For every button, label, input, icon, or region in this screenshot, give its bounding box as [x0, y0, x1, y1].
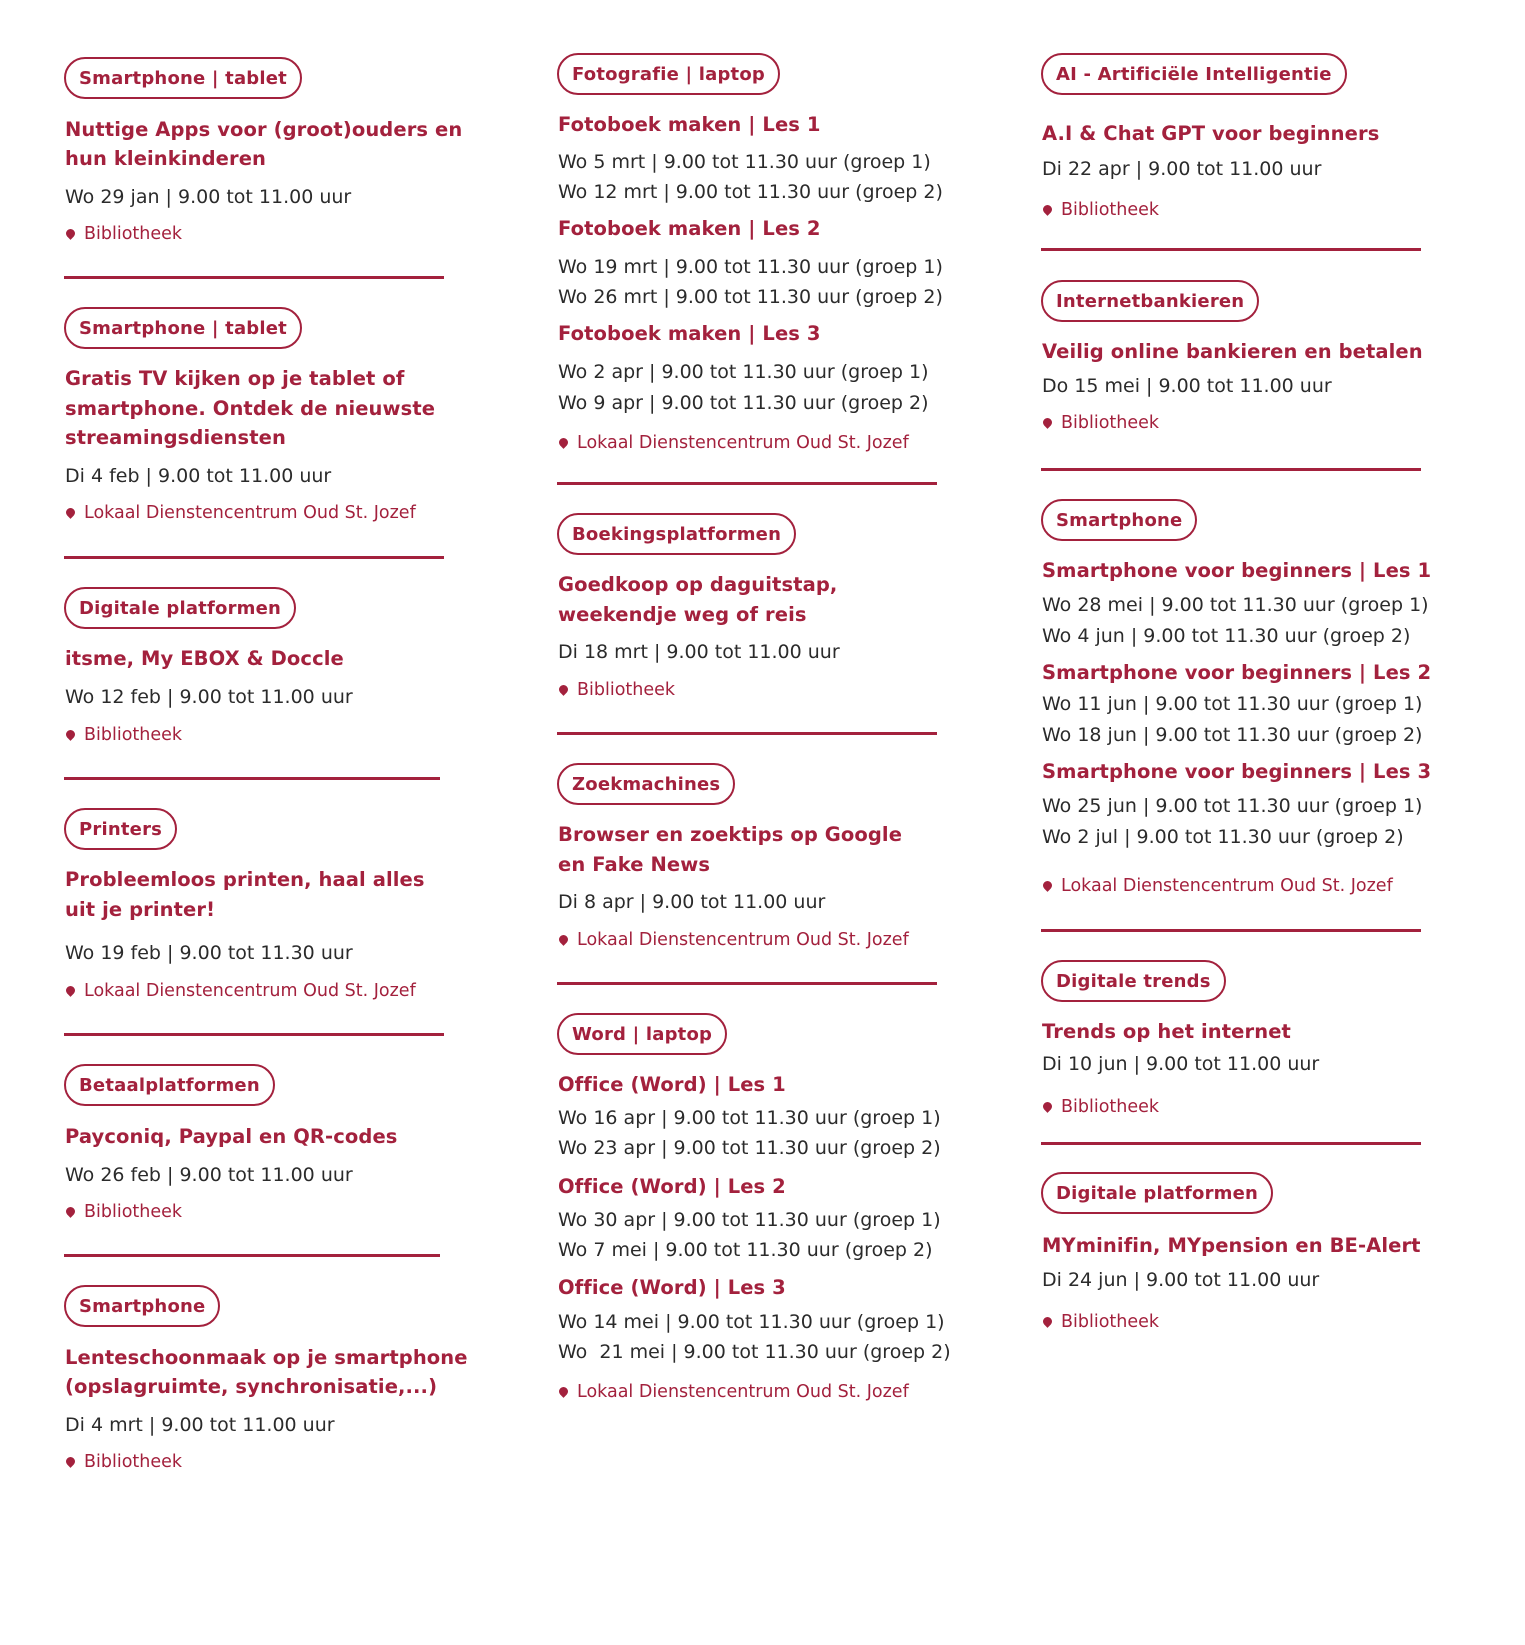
course-title: en Fake News [558, 853, 711, 876]
category-tag[interactable]: Internetbankieren [1041, 280, 1259, 322]
location-label: Bibliotheek [1061, 1097, 1160, 1117]
category-tag[interactable]: Fotografie | laptop [557, 53, 780, 95]
lesson-date: Wo 26 mrt | 9.00 tot 11.30 uur (groep 2) [558, 286, 943, 308]
course-location [65, 725, 182, 745]
divider [64, 1254, 440, 1257]
course-date: Di 18 mrt | 9.00 tot 11.00 uur [558, 641, 840, 663]
course-location [558, 1382, 909, 1402]
course-title: weekendje weg of reis [558, 603, 807, 626]
course-location [558, 930, 909, 950]
lesson-title: Fotoboek maken | Les 2 [558, 217, 821, 240]
location-label: Bibliotheek [1061, 200, 1160, 220]
divider [64, 1033, 444, 1036]
course-title: Veilig online bankieren en betalen [1042, 340, 1423, 363]
map-pin-icon [557, 933, 570, 946]
lesson-title: Fotoboek maken | Les 3 [558, 322, 821, 345]
category-tag[interactable]: AI - Artificiële Intelligentie [1041, 53, 1347, 95]
lesson-date: Wo 12 mrt | 9.00 tot 11.30 uur (groep 2) [558, 181, 943, 203]
course-date: Wo 26 feb | 9.00 tot 11.00 uur [65, 1164, 353, 1186]
lesson-date: Wo 21 mei | 9.00 tot 11.30 uur (groep 2) [558, 1341, 951, 1363]
category-tag[interactable]: Betaalplatformen [64, 1064, 275, 1106]
location-label: Bibliotheek [577, 680, 676, 700]
course-location [65, 503, 416, 523]
course-location [1042, 413, 1159, 433]
map-pin-icon [557, 683, 570, 696]
map-pin-icon [64, 728, 77, 741]
course-title: hun kleinkinderen [65, 147, 267, 170]
map-pin-icon [1041, 203, 1054, 216]
lesson-date: Wo 2 apr | 9.00 tot 11.30 uur (groep 1) [558, 361, 929, 383]
lesson-date: Wo 4 jun | 9.00 tot 11.30 uur (groep 2) [1042, 625, 1411, 647]
category-tag[interactable]: Digitale platformen [64, 587, 296, 629]
course-title: Payconiq, Paypal en QR-codes [65, 1125, 398, 1148]
location-label: Bibliotheek [1061, 413, 1160, 433]
category-tag[interactable]: Smartphone | tablet [64, 57, 302, 99]
divider [1041, 929, 1421, 932]
lesson-date: Wo 2 jul | 9.00 tot 11.30 uur (groep 2) [1042, 826, 1404, 848]
location-label: Bibliotheek [84, 725, 183, 745]
map-pin-icon [64, 506, 77, 519]
course-location [65, 981, 416, 1001]
location-label: Bibliotheek [84, 1202, 183, 1222]
divider [1041, 468, 1421, 471]
category-tag[interactable]: Word | laptop [557, 1013, 727, 1055]
category-tag[interactable]: Digitale trends [1041, 960, 1226, 1002]
lesson-title: Office (Word) | Les 3 [558, 1276, 786, 1299]
course-title: uit je printer! [65, 898, 216, 921]
map-pin-icon [1041, 1315, 1054, 1328]
map-pin-icon [64, 227, 77, 240]
course-location [558, 680, 675, 700]
course-date: Di 24 jun | 9.00 tot 11.00 uur [1042, 1269, 1320, 1291]
lesson-title: Smartphone voor beginners | Les 1 [1042, 559, 1432, 582]
lesson-title: Smartphone voor beginners | Les 2 [1042, 661, 1432, 684]
course-date: Wo 29 jan | 9.00 tot 11.00 uur [65, 186, 352, 208]
lesson-title: Office (Word) | Les 2 [558, 1175, 786, 1198]
category-tag[interactable]: Smartphone [64, 1285, 220, 1327]
divider [557, 732, 937, 735]
course-title: A.I & Chat GPT voor beginners [1042, 122, 1380, 145]
category-tag[interactable]: Smartphone | tablet [64, 307, 302, 349]
location-label: Lokaal Dienstencentrum Oud St. Jozef [577, 930, 909, 950]
map-pin-icon [557, 436, 570, 449]
course-title: Trends op het internet [1042, 1020, 1291, 1043]
course-title: Gratis TV kijken op je tablet of [65, 367, 405, 390]
category-tag[interactable]: Zoekmachines [557, 763, 735, 805]
location-label: Lokaal Dienstencentrum Oud St. Jozef [577, 433, 909, 453]
lesson-date: Wo 7 mei | 9.00 tot 11.30 uur (groep 2) [558, 1239, 933, 1261]
lesson-title: Fotoboek maken | Les 1 [558, 113, 821, 136]
divider [64, 777, 440, 780]
lesson-date: Wo 30 apr | 9.00 tot 11.30 uur (groep 1) [558, 1209, 941, 1231]
course-title: Lenteschoonmaak op je smartphone [65, 1346, 468, 1369]
lesson-date: Wo 28 mei | 9.00 tot 11.30 uur (groep 1) [1042, 594, 1429, 616]
lesson-date: Wo 23 apr | 9.00 tot 11.30 uur (groep 2) [558, 1137, 941, 1159]
course-title: streamingsdiensten [65, 426, 286, 449]
course-location [1042, 1312, 1159, 1332]
location-label: Lokaal Dienstencentrum Oud St. Jozef [84, 503, 416, 523]
divider [557, 482, 937, 485]
location-label: Bibliotheek [1061, 1312, 1160, 1332]
lesson-title: Smartphone voor beginners | Les 3 [1042, 760, 1432, 783]
course-location [558, 433, 909, 453]
category-tag[interactable]: Digitale platformen [1041, 1172, 1273, 1214]
map-pin-icon [64, 984, 77, 997]
course-title: itsme, My EBOX & Doccle [65, 647, 344, 670]
course-location [1042, 876, 1393, 896]
course-title: Goedkoop op daguitstap, [558, 573, 838, 596]
lesson-date: Wo 9 apr | 9.00 tot 11.30 uur (groep 2) [558, 392, 929, 414]
course-date: Di 8 apr | 9.00 tot 11.00 uur [558, 891, 826, 913]
course-date: Wo 12 feb | 9.00 tot 11.00 uur [65, 686, 353, 708]
course-title: smartphone. Ontdek de nieuwste [65, 397, 436, 420]
location-label: Bibliotheek [84, 1452, 183, 1472]
category-tag[interactable]: Boekingsplatformen [557, 513, 796, 555]
map-pin-icon [557, 1385, 570, 1398]
course-location [65, 1202, 182, 1222]
map-pin-icon [64, 1205, 77, 1218]
category-tag[interactable]: Printers [64, 808, 177, 850]
lesson-date: Wo 5 mrt | 9.00 tot 11.30 uur (groep 1) [558, 151, 931, 173]
course-date: Di 22 apr | 9.00 tot 11.00 uur [1042, 158, 1322, 180]
divider [64, 556, 444, 559]
course-title: Probleemloos printen, haal alles [65, 868, 425, 891]
course-title: (opslagruimte, synchronisatie,...) [65, 1375, 438, 1398]
map-pin-icon [1041, 1100, 1054, 1113]
divider [1041, 248, 1421, 251]
course-title: Browser en zoektips op Google [558, 823, 903, 846]
map-pin-icon [64, 1455, 77, 1468]
lesson-date: Wo 11 jun | 9.00 tot 11.30 uur (groep 1) [1042, 693, 1423, 715]
course-location [1042, 200, 1159, 220]
lesson-date: Wo 25 jun | 9.00 tot 11.30 uur (groep 1) [1042, 795, 1423, 817]
course-location [65, 1452, 182, 1472]
course-date: Di 4 mrt | 9.00 tot 11.00 uur [65, 1414, 335, 1436]
course-title: Nuttige Apps voor (groot)ouders en [65, 118, 463, 141]
course-date: Di 10 jun | 9.00 tot 11.00 uur [1042, 1053, 1320, 1075]
divider [1041, 1142, 1421, 1145]
course-date: Do 15 mei | 9.00 tot 11.00 uur [1042, 375, 1332, 397]
lesson-date: Wo 16 apr | 9.00 tot 11.30 uur (groep 1) [558, 1107, 941, 1129]
category-tag[interactable]: Smartphone [1041, 499, 1197, 541]
location-label: Lokaal Dienstencentrum Oud St. Jozef [84, 981, 416, 1001]
course-title: MYminifin, MYpension en BE-Alert [1042, 1234, 1421, 1257]
lesson-date: Wo 14 mei | 9.00 tot 11.30 uur (groep 1) [558, 1311, 945, 1333]
divider [557, 982, 937, 985]
course-date: Wo 19 feb | 9.00 tot 11.30 uur [65, 942, 353, 964]
lesson-date: Wo 19 mrt | 9.00 tot 11.30 uur (groep 1) [558, 256, 943, 278]
lesson-title: Office (Word) | Les 1 [558, 1073, 786, 1096]
location-label: Lokaal Dienstencentrum Oud St. Jozef [577, 1382, 909, 1402]
course-date: Di 4 feb | 9.00 tot 11.00 uur [65, 465, 332, 487]
course-location [1042, 1097, 1159, 1117]
location-label: Lokaal Dienstencentrum Oud St. Jozef [1061, 876, 1393, 896]
divider [64, 276, 444, 279]
lesson-date: Wo 18 jun | 9.00 tot 11.30 uur (groep 2) [1042, 724, 1423, 746]
map-pin-icon [1041, 416, 1054, 429]
course-location [65, 224, 182, 244]
map-pin-icon [1041, 879, 1054, 892]
location-label: Bibliotheek [84, 224, 183, 244]
